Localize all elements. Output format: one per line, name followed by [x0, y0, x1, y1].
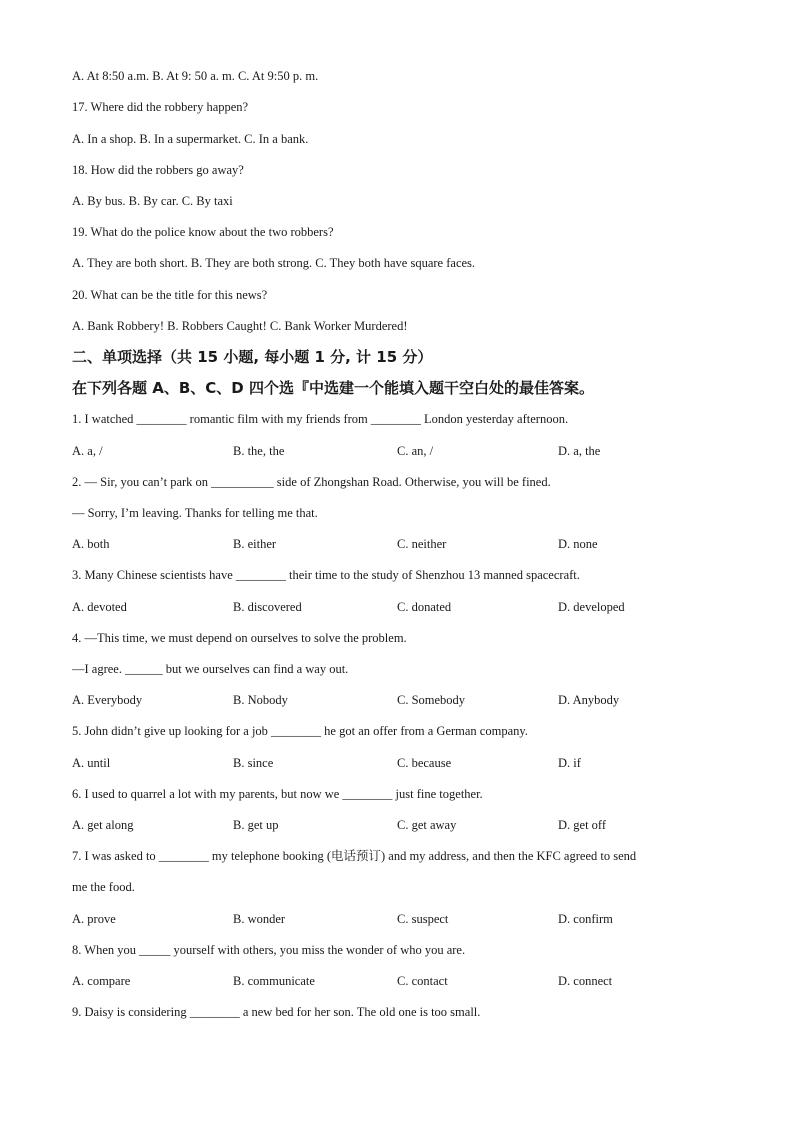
- question-stem: 5. John didn’t give up looking for a job ________ he got an offer from a German company.: [72, 724, 528, 738]
- option-d: D. developed: [558, 600, 625, 614]
- option-b: B. the, the: [233, 444, 285, 458]
- option-d: D. none: [558, 537, 598, 551]
- option-c: C. an, /: [397, 444, 434, 458]
- q20-options: A. Bank Robbery! B. Robbers Caught! C. Bank Worker Murdered!: [72, 319, 408, 333]
- q18-options: A. By bus. B. By car. C. By taxi: [72, 194, 233, 208]
- option-a: A. compare: [72, 974, 131, 988]
- option-b: B. Nobody: [233, 693, 288, 707]
- question-stem-continued: me the food.: [72, 880, 135, 894]
- option-c: C. neither: [397, 537, 447, 551]
- option-a: A. get along: [72, 818, 134, 832]
- q17-options: A. In a shop. B. In a supermarket. C. In a bank.: [72, 132, 309, 146]
- section-instruction: 在下列各题 A、B、C、D 四个选『中选建一个能填入题干空白处的最佳答案。: [72, 379, 594, 397]
- option-b: B. either: [233, 537, 277, 551]
- q20-stem: 20. What can be the title for this news?: [72, 288, 268, 302]
- option-a: A. until: [72, 756, 111, 770]
- option-d: D. if: [558, 756, 581, 770]
- question-stem: 8. When you _____ yourself with others, you miss the wonder of who you are.: [72, 943, 466, 957]
- option-c: C. get away: [397, 818, 457, 832]
- question-stem: 3. Many Chinese scientists have ________ their time to the study of Shenzhou 13 manned spacecraft.: [72, 568, 580, 582]
- q19-stem: 19. What do the police know about the two robbers?: [72, 225, 334, 239]
- q18-stem: 18. How did the robbers go away?: [72, 163, 244, 177]
- option-a: A. a, /: [72, 444, 103, 458]
- option-d: D. Anybody: [558, 693, 620, 707]
- option-d: D. confirm: [558, 912, 613, 926]
- option-a: A. Everybody: [72, 693, 143, 707]
- option-d: D. a, the: [558, 444, 601, 458]
- question-stem: 2. — Sir, you can’t park on __________ side of Zhongshan Road. Otherwise, you will be fined.: [72, 475, 551, 489]
- q16-options: A. At 8:50 a.m. B. At 9: 50 a. m. C. At 9:50 p. m.: [72, 69, 319, 83]
- option-b: B. discovered: [233, 600, 302, 614]
- question-stem: 7. I was asked to ________ my telephone booking (电话预订) and my address, and then the KFC agreed to send: [72, 849, 637, 863]
- question-stem: 4. —This time, we must depend on ourselves to solve the problem.: [72, 631, 407, 645]
- question-stem: 6. I used to quarrel a lot with my parents, but now we ________ just fine together.: [72, 787, 483, 801]
- option-a: A. both: [72, 537, 110, 551]
- option-b: B. communicate: [233, 974, 315, 988]
- option-c: C. contact: [397, 974, 448, 988]
- option-c: C. donated: [397, 600, 452, 614]
- option-c: C. suspect: [397, 912, 449, 926]
- question-stem: 9. Daisy is considering ________ a new bed for her son. The old one is too small.: [72, 1005, 481, 1019]
- option-b: B. wonder: [233, 912, 286, 926]
- option-a: A. devoted: [72, 600, 127, 614]
- option-d: D. connect: [558, 974, 613, 988]
- option-c: C. because: [397, 756, 452, 770]
- option-d: D. get off: [558, 818, 607, 832]
- q19-options: A. They are both short. B. They are both strong. C. They both have square faces.: [72, 256, 476, 270]
- option-a: A. prove: [72, 912, 116, 926]
- section-title: 二、单项选择（共 15 小题, 每小题 1 分, 计 15 分）: [72, 348, 433, 366]
- question-stem-continued: —I agree. ______ but we ourselves can find a way out.: [72, 662, 349, 676]
- question-stem-continued: — Sorry, I’m leaving. Thanks for telling me that.: [72, 506, 318, 520]
- option-c: C. Somebody: [397, 693, 466, 707]
- option-b: B. get up: [233, 818, 279, 832]
- q17-stem: 17. Where did the robbery happen?: [72, 100, 249, 114]
- question-stem: 1. I watched ________ romantic film with my friends from ________ London yesterday afternoon.: [72, 412, 569, 426]
- option-b: B. since: [233, 756, 274, 770]
